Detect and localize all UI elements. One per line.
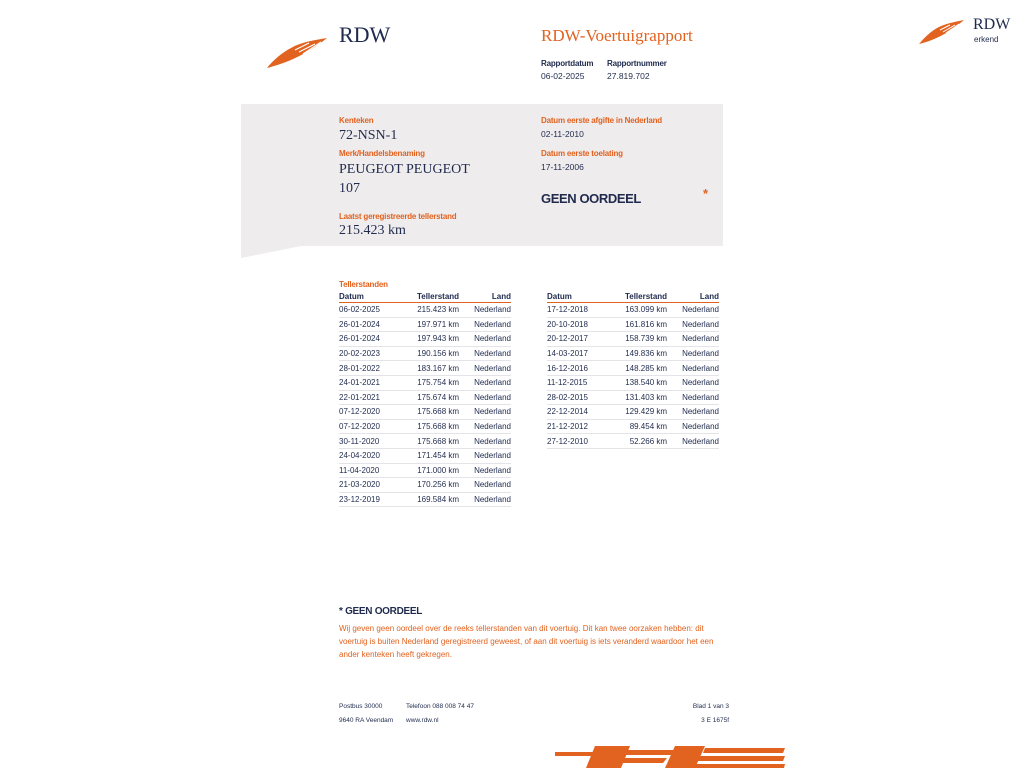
table-row — [339, 492, 511, 507]
reading-land: Nederland — [459, 303, 511, 318]
table-row — [339, 361, 511, 376]
reading-date: 28-02-2015 — [547, 390, 609, 405]
reading-land: Nederland — [459, 492, 511, 507]
table-row — [547, 332, 719, 347]
table-row — [547, 434, 719, 449]
footer-page: Blad 1 van 3 — [692, 703, 729, 710]
table-row — [339, 303, 511, 318]
reading-km: 169.584 km — [401, 492, 459, 507]
table-row — [339, 375, 511, 390]
reading-land: Nederland — [667, 303, 719, 318]
verdict-asterisk: * — [703, 186, 709, 201]
reading-land: Nederland — [459, 317, 511, 332]
reading-land: Nederland — [459, 405, 511, 420]
reading-land: Nederland — [667, 434, 719, 449]
reading-km: 89.454 km — [609, 419, 667, 434]
table-row — [547, 405, 719, 420]
reading-date: 24-04-2020 — [339, 448, 401, 463]
vehicle-panel-notch — [241, 246, 301, 258]
reading-date: 07-12-2020 — [339, 405, 401, 420]
first-issue-nl-label: Datum eerste afgifte in Nederland — [541, 116, 662, 125]
footer-address-2: 9640 RA Veendam — [339, 717, 394, 724]
reading-date: 28-01-2022 — [339, 361, 401, 376]
rdw-feather-icon — [265, 34, 331, 70]
rdw-erkend-sub: erkend — [974, 35, 999, 44]
col-land-header: Land — [667, 292, 719, 303]
reading-km: 175.754 km — [401, 375, 459, 390]
reading-km: 170.256 km — [401, 478, 459, 493]
reading-km: 175.668 km — [401, 405, 459, 420]
reading-km: 149.836 km — [609, 346, 667, 361]
reading-land: Nederland — [459, 434, 511, 449]
reading-km: 158.739 km — [609, 332, 667, 347]
col-km-header: Tellerstand — [609, 292, 667, 303]
readings-table-right — [547, 292, 719, 449]
reading-km: 52.266 km — [609, 434, 667, 449]
reading-date: 27-12-2010 — [547, 434, 609, 449]
footer-phone: Telefoon 088 008 74 47 — [406, 703, 474, 710]
reading-date: 30-11-2020 — [339, 434, 401, 449]
table-row — [547, 390, 719, 405]
table-row — [547, 361, 719, 376]
reading-land: Nederland — [459, 346, 511, 361]
table-row — [547, 375, 719, 390]
plate-label: Kenteken — [339, 116, 374, 125]
reading-date: 21-12-2012 — [547, 419, 609, 434]
reading-km: 171.000 km — [401, 463, 459, 478]
table-row — [339, 434, 511, 449]
table-row — [339, 346, 511, 361]
reading-km: 197.943 km — [401, 332, 459, 347]
col-date-header: Datum — [339, 292, 401, 303]
reading-km: 197.971 km — [401, 317, 459, 332]
table-header-row — [339, 292, 511, 303]
reading-km: 148.285 km — [609, 361, 667, 376]
report-number-label: Rapportnummer — [607, 59, 667, 68]
reading-land: Nederland — [667, 361, 719, 376]
table-row — [547, 303, 719, 318]
reading-km: 215.423 km — [401, 303, 459, 318]
reading-km: 131.403 km — [609, 390, 667, 405]
reading-km: 175.668 km — [401, 434, 459, 449]
reading-land: Nederland — [459, 390, 511, 405]
reading-land: Nederland — [459, 419, 511, 434]
reading-date: 22-12-2014 — [547, 405, 609, 420]
first-issue-nl-value: 02-11-2010 — [541, 129, 584, 139]
reading-land: Nederland — [459, 463, 511, 478]
reading-km: 175.668 km — [401, 419, 459, 434]
table-row — [339, 463, 511, 478]
reading-land: Nederland — [459, 332, 511, 347]
footer-address-1: Postbus 30000 — [339, 703, 383, 710]
footnote-title: * GEEN OORDEEL — [339, 606, 423, 617]
verdict: GEEN OORDEEL — [541, 191, 641, 206]
reading-land: Nederland — [667, 405, 719, 420]
plate-value: 72-NSN-1 — [339, 128, 398, 143]
reading-date: 17-12-2018 — [547, 303, 609, 318]
reading-date: 14-03-2017 — [547, 346, 609, 361]
reading-date: 23-12-2019 — [339, 492, 401, 507]
reading-date: 24-01-2021 — [339, 375, 401, 390]
reading-land: Nederland — [459, 448, 511, 463]
reading-date: 21-03-2020 — [339, 478, 401, 493]
table-row — [547, 419, 719, 434]
report-number: 27.819.702 — [607, 71, 650, 81]
table-row — [339, 448, 511, 463]
first-admission-value: 17-11-2006 — [541, 162, 584, 172]
footer-web: www.rdw.nl — [406, 717, 439, 724]
readings-title: Tellerstanden — [339, 280, 388, 289]
rdw-erkend-text: RDW — [973, 16, 1011, 33]
reading-land: Nederland — [459, 375, 511, 390]
reading-date: 11-12-2015 — [547, 375, 609, 390]
decorative-stripes — [555, 746, 785, 768]
reading-km: 171.454 km — [401, 448, 459, 463]
reading-date: 26-01-2024 — [339, 332, 401, 347]
reading-land: Nederland — [667, 390, 719, 405]
reading-km: 161.816 km — [609, 317, 667, 332]
reading-km: 183.167 km — [401, 361, 459, 376]
reading-date: 16-12-2016 — [547, 361, 609, 376]
odometer-label: Laatst geregistreerde tellerstand — [339, 212, 457, 221]
col-land-header: Land — [459, 292, 511, 303]
reading-land: Nederland — [459, 478, 511, 493]
col-date-header: Datum — [547, 292, 609, 303]
reading-date: 22-01-2021 — [339, 390, 401, 405]
report-title: RDW-Voertuigrapport — [541, 26, 693, 45]
reading-km: 175.674 km — [401, 390, 459, 405]
reading-land: Nederland — [667, 332, 719, 347]
table-row — [339, 390, 511, 405]
odometer-value: 215.423 km — [339, 223, 406, 238]
reading-km: 138.540 km — [609, 375, 667, 390]
reading-km: 129.429 km — [609, 405, 667, 420]
make-label: Merk/Handelsbenaming — [339, 149, 425, 158]
report-date-label: Rapportdatum — [541, 59, 594, 68]
reading-date: 20-02-2023 — [339, 346, 401, 361]
table-row — [339, 478, 511, 493]
table-row — [339, 419, 511, 434]
reading-date: 20-10-2018 — [547, 317, 609, 332]
table-header-row — [547, 292, 719, 303]
report-date: 06-02-2025 — [541, 71, 585, 81]
table-row — [547, 346, 719, 361]
reading-land: Nederland — [667, 346, 719, 361]
reading-date: 11-04-2020 — [339, 463, 401, 478]
reading-date: 06-02-2025 — [339, 303, 401, 318]
footnote-body: Wij geven geen oordeel over de reeks tellerstanden van dit voertuig. Dit kan twee oorzaken hebben: dit voertuig is buiten Nederland geregistreerd geweest, of aan dit voertuig is iets veranderd waardoor het een ander kenteken heeft gekregen. — [339, 624, 714, 659]
table-row — [339, 317, 511, 332]
reading-km: 163.099 km — [609, 303, 667, 318]
rdw-logo-text: RDW — [339, 22, 391, 47]
footer-code: 3 E 1675f — [701, 717, 729, 724]
table-row — [547, 317, 719, 332]
make-value-line1: PEUGEOT PEUGEOT — [339, 162, 470, 177]
reading-km: 190.156 km — [401, 346, 459, 361]
reading-land: Nederland — [459, 361, 511, 376]
table-row — [339, 405, 511, 420]
reading-land: Nederland — [667, 419, 719, 434]
rdw-erkend-logo — [918, 14, 1018, 48]
col-km-header: Tellerstand — [401, 292, 459, 303]
table-row — [339, 332, 511, 347]
reading-date: 20-12-2017 — [547, 332, 609, 347]
first-admission-label: Datum eerste toelating — [541, 149, 623, 158]
reading-date: 26-01-2024 — [339, 317, 401, 332]
reading-land: Nederland — [667, 317, 719, 332]
reading-land: Nederland — [667, 375, 719, 390]
rdw-erkend-feather-icon — [918, 18, 966, 46]
make-value-line2: 107 — [339, 181, 360, 196]
rdw-logo — [265, 22, 395, 72]
vehicle-panel — [241, 104, 723, 246]
readings-table-left — [339, 292, 511, 507]
reading-date: 07-12-2020 — [339, 419, 401, 434]
